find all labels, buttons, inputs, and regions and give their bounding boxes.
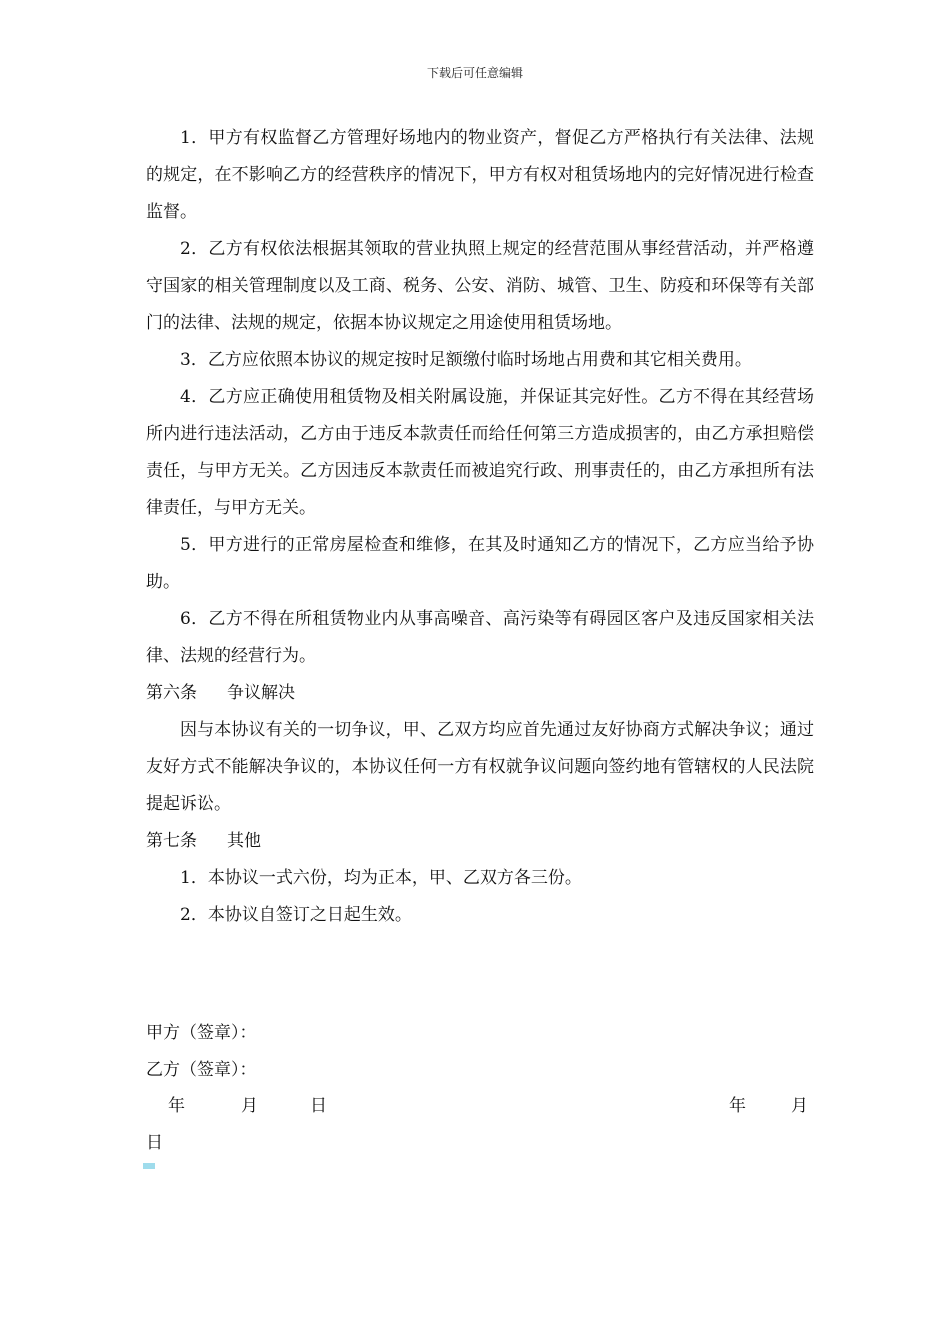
- article-6-number: 第六条: [146, 683, 197, 703]
- page-header: 下载后可任意编辑: [426, 66, 523, 80]
- article-7-item-2: 2．本协议自签订之日起生效。: [180, 905, 412, 925]
- cursor-mark: [143, 1163, 155, 1169]
- clause-1: 1．甲方有权监督乙方管理好场地内的物业资产，督促乙方严格执行有关法律、法规的规定，在不影响乙方的经营秩序的情况下，甲方有权对租赁场地内的完好情况进行检查监督。: [146, 128, 814, 222]
- party-a-date-year: 年: [168, 1096, 185, 1116]
- party-b-signature: 乙方（签章）：: [146, 1060, 257, 1080]
- article-7-number: 第七条: [146, 831, 197, 851]
- clause-5: 5．甲方进行的正常房屋检查和维修，在其及时通知乙方的情况下，乙方应当给予协助。: [146, 535, 814, 592]
- party-a-date-month: 月: [241, 1096, 258, 1116]
- article-7-title: 其他: [227, 831, 261, 851]
- party-b-date-year: 年: [729, 1096, 746, 1116]
- clause-6: 6．乙方不得在所租赁物业内从事高噪音、高污染等有碍园区客户及违反国家相关法律、法规的经营行为。: [146, 609, 814, 666]
- article-6-title: 争议解决: [227, 683, 295, 703]
- clause-4: 4．乙方应正确使用租赁物及相关附属设施，并保证其完好性。乙方不得在其经营场所内进行违法活动，乙方由于违反本款责任而给任何第三方造成损害的，由乙方承担赔偿责任，与甲方无关。乙方因违反本款责任而被追究行政、刑事责任的，由乙方承担所有法律责任，与甲方无关。: [146, 387, 814, 518]
- contract-body: [146, 120, 814, 934]
- party-a-date-day: 日: [310, 1096, 327, 1116]
- clause-3: 3．乙方应依照本协议的规定按时足额缴付临时场地占用费和其它相关费用。: [180, 350, 752, 370]
- signing-date-row: [146, 1088, 814, 1125]
- clause-2: 2．乙方有权依法根据其领取的营业执照上规定的经营范围从事经营活动，并严格遵守国家的相关管理制度以及工商、税务、公安、消防、城管、卫生、防疫和环保等有关部门的法律、法规的规定，依据本协议规定之用途使用租赁场地。: [146, 239, 814, 333]
- party-b-date-day: 日: [146, 1133, 163, 1153]
- article-7-item-1: 1．本协议一式六份，均为正本，甲、乙双方各三份。: [180, 868, 582, 888]
- article-6-heading: [146, 675, 814, 712]
- party-b-date-month: 月: [791, 1096, 808, 1116]
- party-a-signature: 甲方（签章）：: [146, 1023, 257, 1043]
- article-6-body: 因与本协议有关的一切争议，甲、乙双方均应首先通过友好协商方式解决争议；通过友好方式不能解决争议的，本协议任何一方有权就争议问题向签约地有管辖权的人民法院提起诉讼。: [146, 720, 814, 814]
- article-7-heading: [146, 823, 814, 860]
